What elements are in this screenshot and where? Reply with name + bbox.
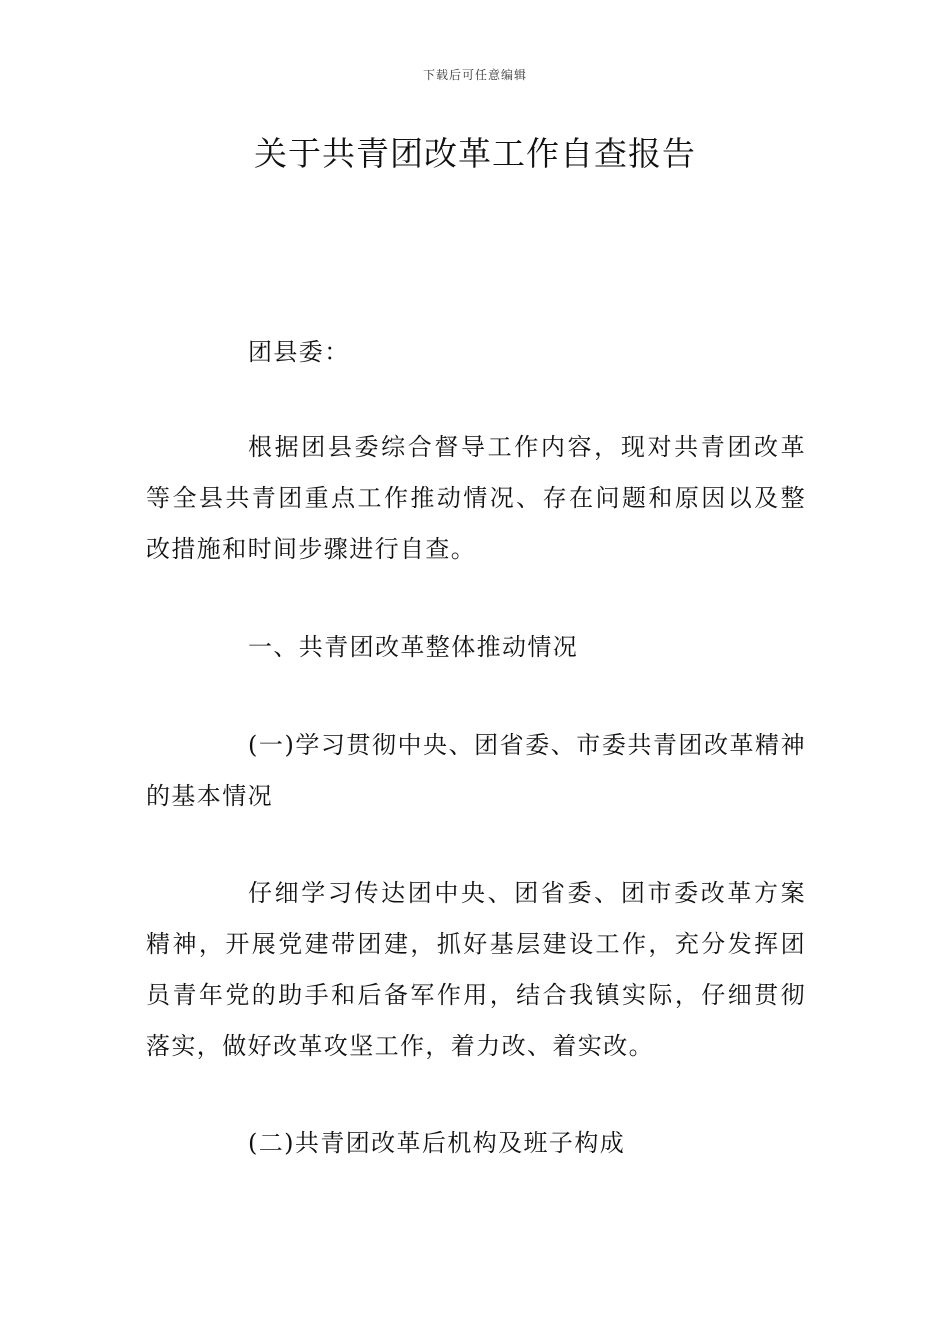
- document-title: 关于共青团改革工作自查报告: [254, 134, 696, 173]
- subsection-heading-2: (二)共青团改革后机构及班子构成: [248, 1129, 626, 1157]
- section-heading-1: 一、共青团改革整体推动情况: [248, 633, 579, 661]
- salutation: 团县委：: [248, 338, 350, 366]
- subsection-heading-1: (一)学习贯彻中央、团省委、市委共青团改革精神的基本情况: [146, 731, 806, 810]
- body-paragraph-1: 仔细学习传达团中央、团省委、团市委改革方案精神，开展党建带团建，抓好基层建设工作，充分发挥团员青年党的助手和后备军作用，结合我镇实际，仔细贯彻落实，做好改革攻坚工作，着力改、着实改。: [146, 879, 806, 1060]
- intro-paragraph: 根据团县委综合督导工作内容，现对共青团改革等全县共青团重点工作推动情况、存在问题和原因以及整改措施和时间步骤进行自查。: [146, 433, 806, 563]
- header-note: 下载后可任意编辑: [422, 68, 527, 82]
